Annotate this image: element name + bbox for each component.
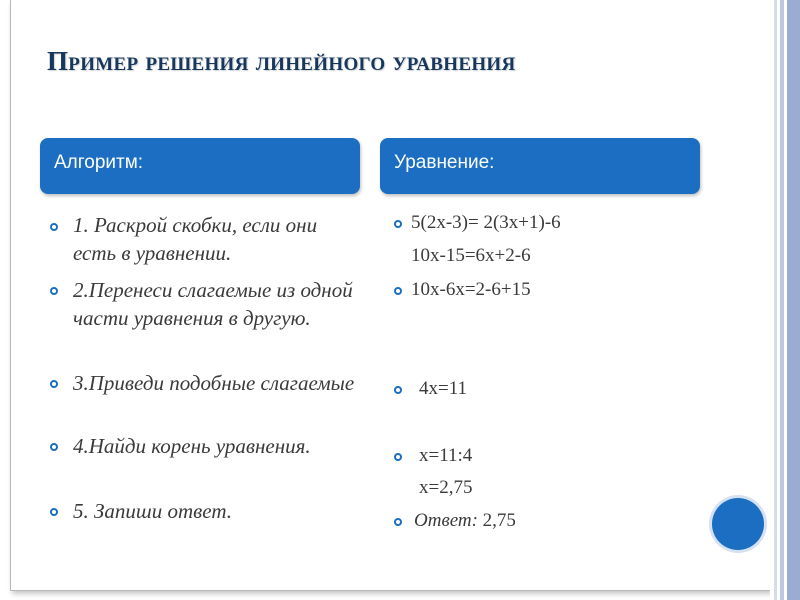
equation-line-6: х=2,75	[419, 477, 473, 498]
bullet-icon	[50, 443, 58, 451]
algorithm-header: Алгоритм:	[40, 138, 360, 194]
bullet-icon	[394, 220, 402, 228]
algorithm-step-2: 2.Перенеси слагаемые из одной части уравнения в другую.	[73, 278, 353, 330]
equation-line-3: 10х-6х=2-6+15	[411, 279, 531, 300]
bullet-icon	[50, 380, 58, 388]
algorithm-step-1: 1. Раскрой скобки, если они есть в уравнении.	[73, 213, 318, 265]
slide-title: Пример решения линейного уравнения	[47, 46, 516, 76]
algorithm-step-3: 3.Приведи подобные слагаемые	[73, 371, 355, 395]
bullet-icon	[50, 223, 58, 231]
equation-line-1: 5(2х-3)= 2(3х+1)-6	[411, 212, 561, 233]
equation-line-5: х=11:4	[419, 445, 473, 466]
answer-label: Ответ:	[414, 510, 478, 531]
bullet-icon	[50, 508, 58, 516]
answer-value: 2,75	[482, 510, 516, 531]
bullet-icon	[394, 386, 402, 394]
bullet-icon	[394, 518, 402, 526]
bullet-icon	[394, 453, 402, 461]
decorative-stripes	[770, 0, 800, 600]
equation-header: Уравнение:	[380, 138, 700, 194]
answer-line	[414, 509, 516, 533]
equation-line-4: 4х=11	[419, 378, 468, 399]
bullet-icon	[394, 287, 402, 295]
algorithm-step-4: 4.Найди корень уравнения.	[73, 434, 311, 458]
bullet-icon	[50, 287, 58, 295]
equation-line-2: 10х-15=6х+2-6	[411, 245, 531, 266]
algorithm-step-5: 5. Запиши ответ.	[73, 499, 232, 523]
decorative-circle	[712, 498, 764, 550]
